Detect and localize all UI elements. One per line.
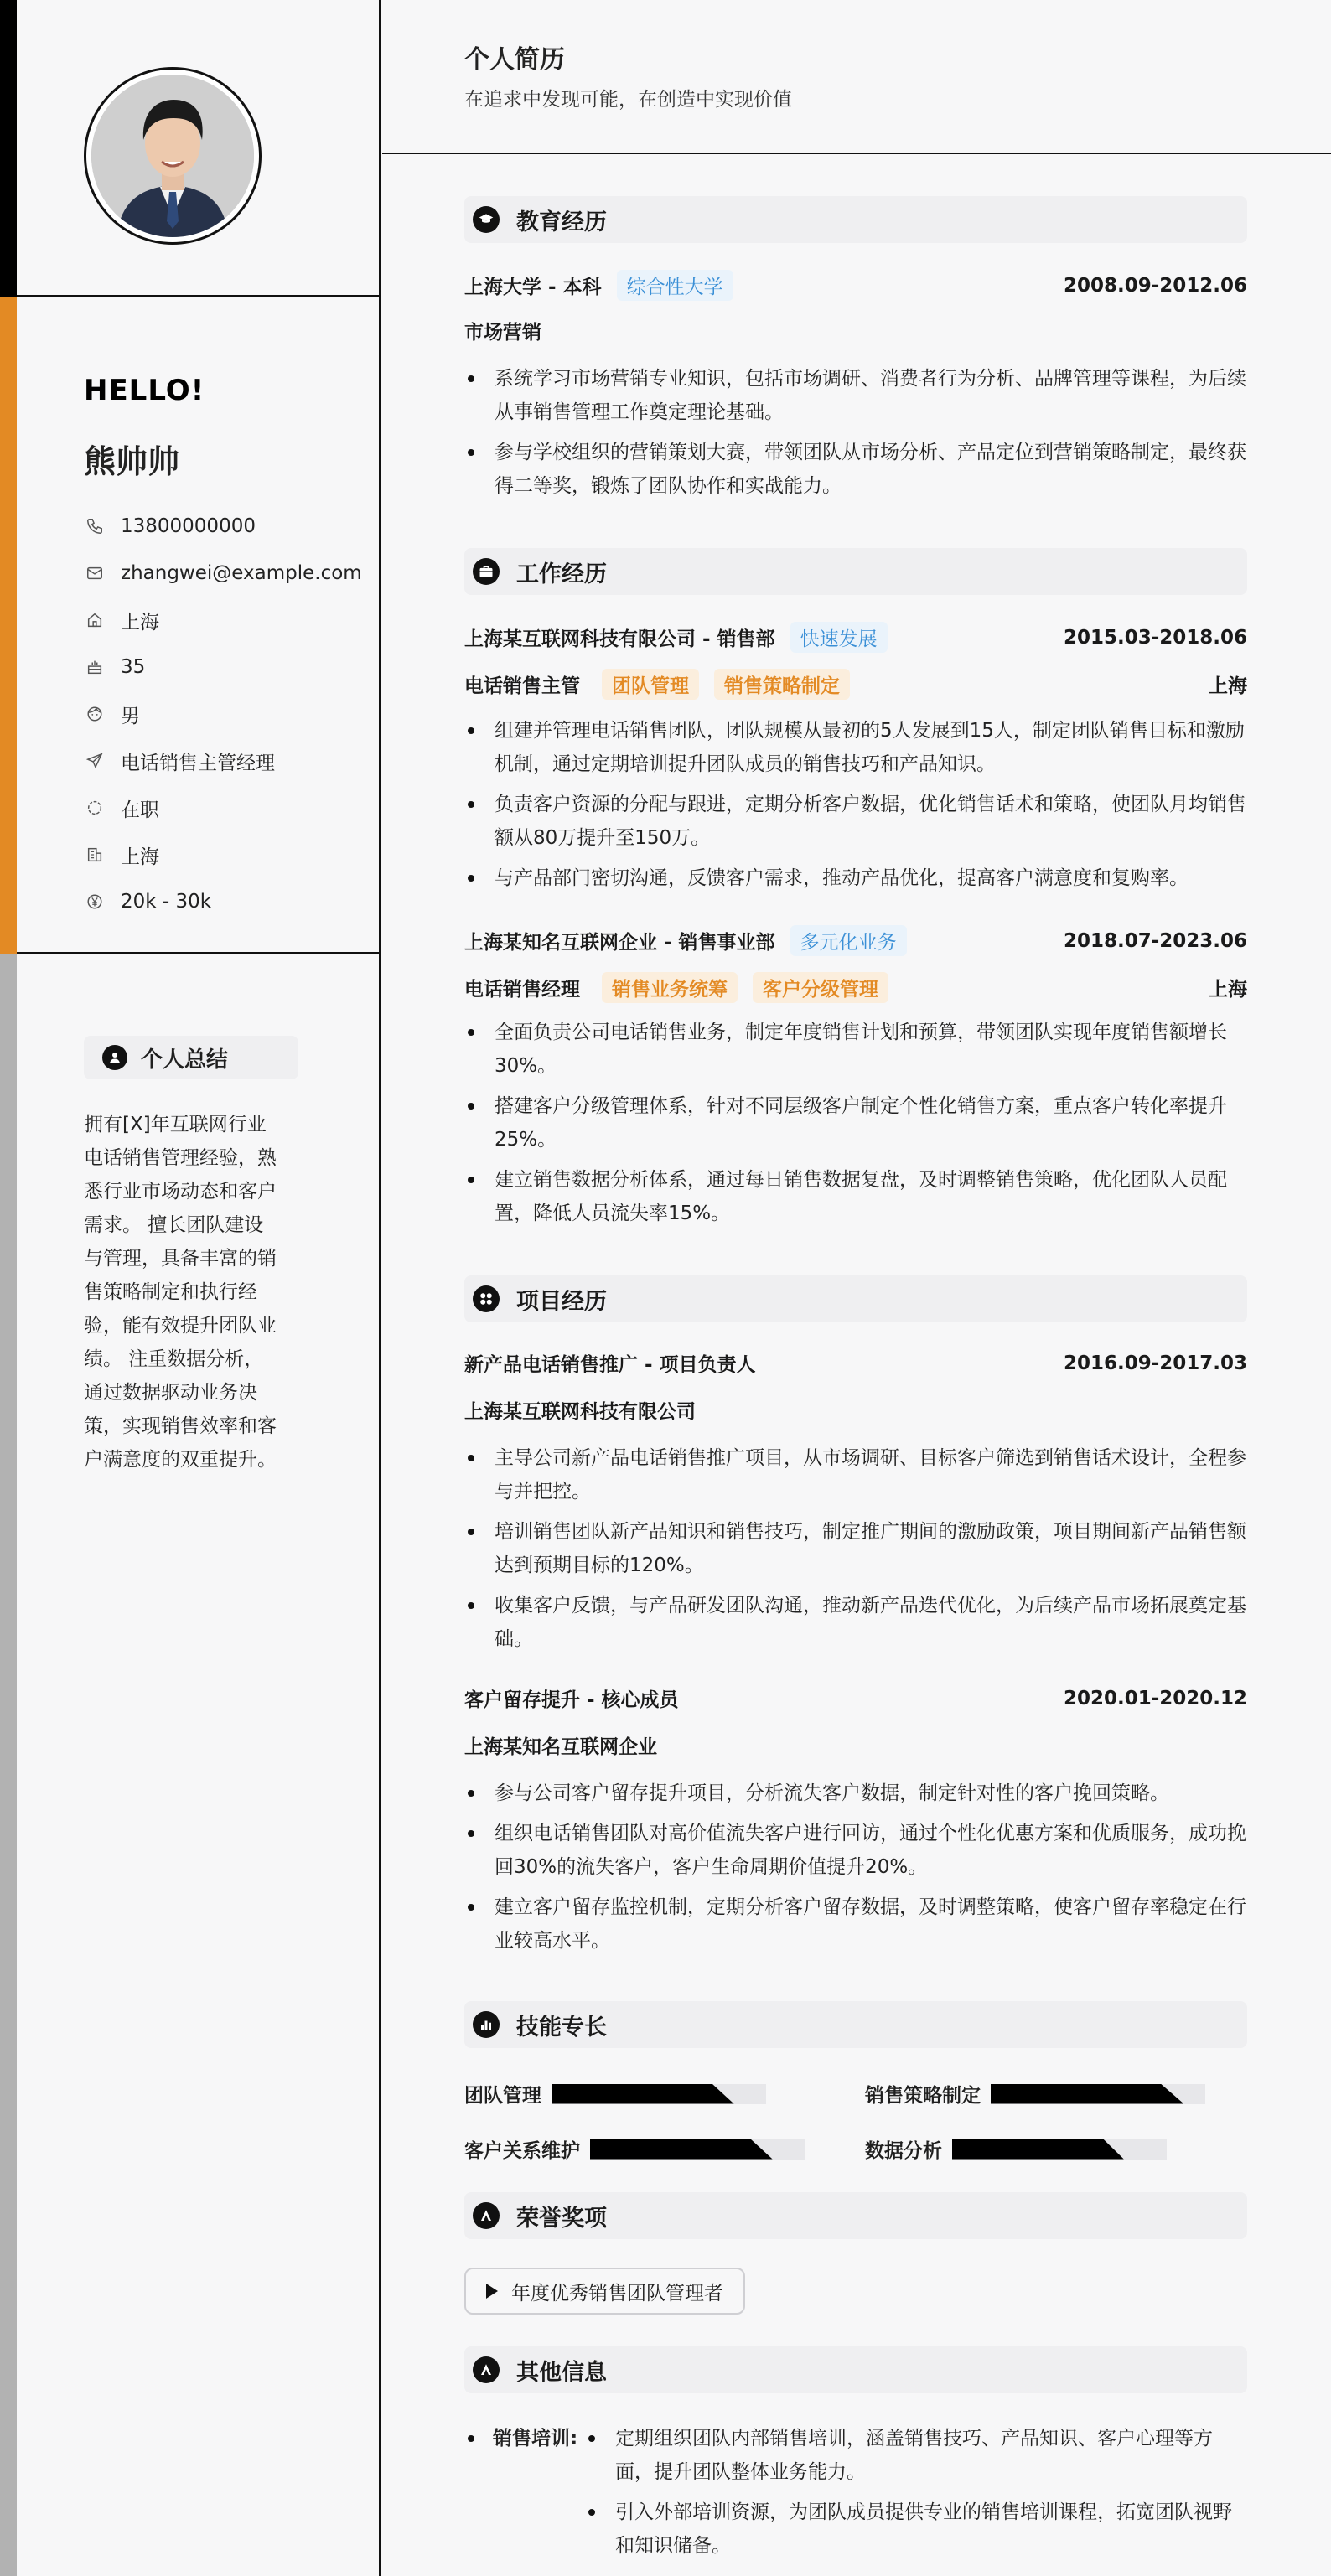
building-icon <box>84 844 106 866</box>
status-text: 在职 <box>121 799 159 821</box>
education-row <box>464 270 1247 301</box>
award-item <box>464 2268 745 2315</box>
list-item: 参与公司客户留存提升项目，分析流失客户数据，制定针对性的客户挽回策略。 <box>464 1777 1247 1810</box>
job-tag: 多元化业务 <box>790 925 907 956</box>
honors-heading <box>464 2192 1247 2239</box>
job-period: 2015.03-2018.06 <box>1063 626 1247 649</box>
skills-title: 技能专长 <box>516 2014 607 2041</box>
position-text: 电话销售主管经理 <box>121 752 275 774</box>
award-icon <box>473 2202 500 2229</box>
salary-text: 20k - 30k <box>121 891 212 913</box>
project-row <box>464 1684 1247 1712</box>
skill-bar-fill <box>552 2084 734 2104</box>
job-company: 上海某知名互联网企业 - 销售事业部 <box>464 932 775 954</box>
skill-item <box>464 2135 805 2163</box>
job-role-row <box>464 972 1247 1003</box>
job-bullets <box>464 714 1247 902</box>
info-icon <box>473 2356 500 2383</box>
skill-item <box>865 2135 1167 2163</box>
work-heading <box>464 548 1247 595</box>
project-bullets <box>464 1441 1247 1663</box>
user-icon <box>102 1045 127 1070</box>
list-item: 全面负责公司电话销售业务，制定年度销售计划和预算，带领团队实现年度销售额增长30%。 <box>464 1016 1247 1083</box>
send-icon <box>84 750 106 772</box>
list-item: 收集客户反馈，与产品研发团队沟通，推动新产品迭代优化，为后续产品市场拓展奠定基础。 <box>464 1589 1247 1656</box>
summary-title: 个人总结 <box>141 1047 229 1073</box>
info-position <box>84 737 369 784</box>
list-item: 定期组织团队内部销售培训，涵盖销售技巧、产品知识、客户心理等方面，提升团队整体业务能力。 <box>587 2422 1247 2489</box>
project-row <box>464 1349 1247 1377</box>
job-row <box>464 622 1247 653</box>
list-item: 培训销售团队新产品知识和销售技巧，制定推广期间的激励政策，项目期间新产品销售额达到预期目标的120%。 <box>464 1515 1247 1582</box>
job-skill-tag: 销售策略制定 <box>714 669 850 700</box>
accent-strip-gray <box>0 954 17 2576</box>
home-icon <box>84 609 106 631</box>
gender-text: 男 <box>121 705 140 727</box>
profile-name: 熊帅帅 <box>84 443 180 480</box>
cake-icon <box>84 656 106 678</box>
project-company: 上海某知名互联网企业 <box>464 1736 657 1758</box>
other-title: 其他信息 <box>516 2359 607 2386</box>
list-item: 负责客户资源的分配与跟进，定期分析客户数据，优化销售话术和策略，使团队月均销售额从80万提升至150万。 <box>464 788 1247 855</box>
location-text: 上海 <box>121 611 159 634</box>
skill-name: 客户关系维护 <box>464 2140 580 2162</box>
skill-bar-fill <box>952 2139 1124 2160</box>
skill-item <box>865 2080 1205 2108</box>
job-role: 电话销售经理 <box>464 979 580 1001</box>
project-bullets <box>464 1777 1247 1964</box>
education-heading <box>464 196 1247 243</box>
graduation-cap-icon <box>473 206 500 233</box>
chart-icon <box>473 2011 500 2038</box>
skill-item <box>464 2080 766 2108</box>
page-subtitle: 在追求中发现可能，在创造中实现价值 <box>464 89 792 111</box>
age-text: 35 <box>121 656 146 678</box>
email-text: zhangwei@example.com <box>121 562 362 584</box>
list-item: 组建并管理电话销售团队，团队规模从最初的5人发展到15人，制定团队销售目标和激励机制，通过定期培训提升团队成员的销售技巧和产品知识。 <box>464 714 1247 781</box>
job-skill-tag: 销售业务统筹 <box>602 972 738 1003</box>
accent-strip-black <box>0 0 17 297</box>
info-gender <box>84 691 369 737</box>
job-city: 上海 <box>1209 979 1247 1001</box>
avatar-photo <box>91 75 254 237</box>
sidebar-divider <box>17 295 381 297</box>
job-bullets <box>464 1016 1247 1237</box>
list-item: 主导公司新产品电话销售推广项目，从市场调研、目标客户筛选到销售话术设计，全程参与并把控。 <box>464 1441 1247 1508</box>
education-major: 市场营销 <box>464 322 541 344</box>
project-company-row <box>464 1731 1247 1759</box>
job-city: 上海 <box>1209 675 1247 697</box>
phone-icon <box>84 515 106 537</box>
info-salary <box>84 878 369 925</box>
job-skill-tag: 团队管理 <box>602 669 699 700</box>
contact-info <box>84 503 369 925</box>
play-triangle-icon <box>486 2284 498 2299</box>
briefcase-icon <box>473 558 500 585</box>
other-label: 销售培训: <box>464 2422 577 2455</box>
sidebar-divider <box>17 952 381 954</box>
job-role-row <box>464 669 1247 700</box>
info-age <box>84 644 369 691</box>
job-skill-tag: 客户分级管理 <box>753 972 888 1003</box>
list-item: 建立销售数据分析体系，通过每日销售数据复盘，及时调整销售策略，优化团队人员配置，降低人员流失率15%。 <box>464 1163 1247 1230</box>
job-tag: 快速发展 <box>790 622 888 653</box>
honors-title: 荣誉奖项 <box>516 2205 607 2232</box>
status-icon <box>84 797 106 819</box>
projects-title: 项目经历 <box>516 1288 607 1315</box>
list-item: 系统学习市场营销专业知识，包括市场调研、消费者行为分析、品牌管理等课程，为后续从事销售管理工作奠定理论基础。 <box>464 362 1247 429</box>
city-text: 上海 <box>121 846 159 868</box>
main-content <box>382 0 1331 2576</box>
job-period: 2018.07-2023.06 <box>1063 929 1247 952</box>
skill-name: 团队管理 <box>464 2085 541 2107</box>
summary-text: 拥有[X]年互联网行业电话销售管理经验，熟悉行业市场动态和客户需求。 擅长团队建设与管理，具备丰富的销售策略制定和执行经验，能有效提升团队业绩。 注重数据分析，通过数据驱动业务决策，实现销售效率和客户满意度的双重提升。 <box>84 1114 277 1471</box>
header-divider <box>382 153 1331 154</box>
job-company: 上海某互联网科技有限公司 - 销售部 <box>464 628 775 650</box>
mail-icon <box>84 562 106 584</box>
info-phone <box>84 503 369 550</box>
accent-strip-orange <box>0 297 17 954</box>
info-location <box>84 597 369 644</box>
avatar <box>84 67 262 245</box>
face-icon <box>84 703 106 725</box>
education-bullets <box>464 362 1247 510</box>
phone-text: 13800000000 <box>121 515 256 537</box>
project-period: 2020.01-2020.12 <box>1063 1687 1247 1710</box>
info-email <box>84 550 369 597</box>
education-title: 教育经历 <box>516 209 607 235</box>
education-major-row <box>464 317 1247 344</box>
award-text: 年度优秀销售团队管理者 <box>511 2282 723 2304</box>
skill-bar <box>552 2084 766 2104</box>
project-name: 客户留存提升 - 核心成员 <box>464 1689 679 1711</box>
skill-name: 数据分析 <box>865 2140 942 2162</box>
education-tag: 综合性大学 <box>617 270 733 301</box>
list-item: 建立客户留存监控机制，定期分析客户留存数据，及时调整策略，使客户留存率稳定在行业较高水平。 <box>464 1891 1247 1958</box>
projects-heading <box>464 1275 1247 1322</box>
yen-icon <box>84 891 106 913</box>
skill-name: 销售策略制定 <box>865 2085 981 2107</box>
page-title: 个人简历 <box>464 45 565 75</box>
list-item: 组织电话销售团队对高价值流失客户进行回访，通过个性化优惠方案和优质服务，成功挽回30%的流失客户，客户生命周期价值提升20%。 <box>464 1817 1247 1884</box>
grid-icon <box>473 1285 500 1312</box>
list-item: 搭建客户分级管理体系，针对不同层级客户制定个性化销售方案，重点客户转化率提升25%。 <box>464 1089 1247 1156</box>
skill-bar <box>952 2139 1167 2160</box>
skill-bar-fill <box>590 2139 773 2160</box>
summary-heading <box>84 1036 298 1079</box>
project-company: 上海某互联网科技有限公司 <box>464 1401 696 1423</box>
job-role: 电话销售主管 <box>464 675 580 697</box>
info-status <box>84 784 369 831</box>
other-info <box>464 2422 1247 2569</box>
project-period: 2016.09-2017.03 <box>1063 1352 1247 1374</box>
project-name: 新产品电话销售推广 - 项目负责人 <box>464 1354 756 1376</box>
list-item: 与产品部门密切沟通，反馈客户需求，推动产品优化，提高客户满意度和复购率。 <box>464 861 1247 895</box>
project-company-row <box>464 1396 1247 1424</box>
skill-bar <box>991 2084 1205 2104</box>
skills-heading <box>464 2001 1247 2048</box>
job-row <box>464 925 1247 956</box>
other-heading <box>464 2346 1247 2393</box>
education-period: 2008.09-2012.06 <box>1063 274 1247 297</box>
skill-bar-fill <box>991 2084 1183 2104</box>
hello-text: HELLO! <box>84 374 205 407</box>
list-item: 引入外部培训资源，为团队成员提供专业的销售培训课程，拓宽团队视野和知识储备。 <box>587 2496 1247 2563</box>
info-city <box>84 831 369 878</box>
education-school: 上海大学 - 本科 <box>464 277 602 298</box>
list-item: 参与学校组织的营销策划大赛，带领团队从市场分析、产品定位到营销策略制定，最终获得二等奖，锻炼了团队协作和实战能力。 <box>464 436 1247 503</box>
work-title: 工作经历 <box>516 561 607 587</box>
skill-bar <box>590 2139 805 2160</box>
other-bullets <box>587 2422 1247 2563</box>
